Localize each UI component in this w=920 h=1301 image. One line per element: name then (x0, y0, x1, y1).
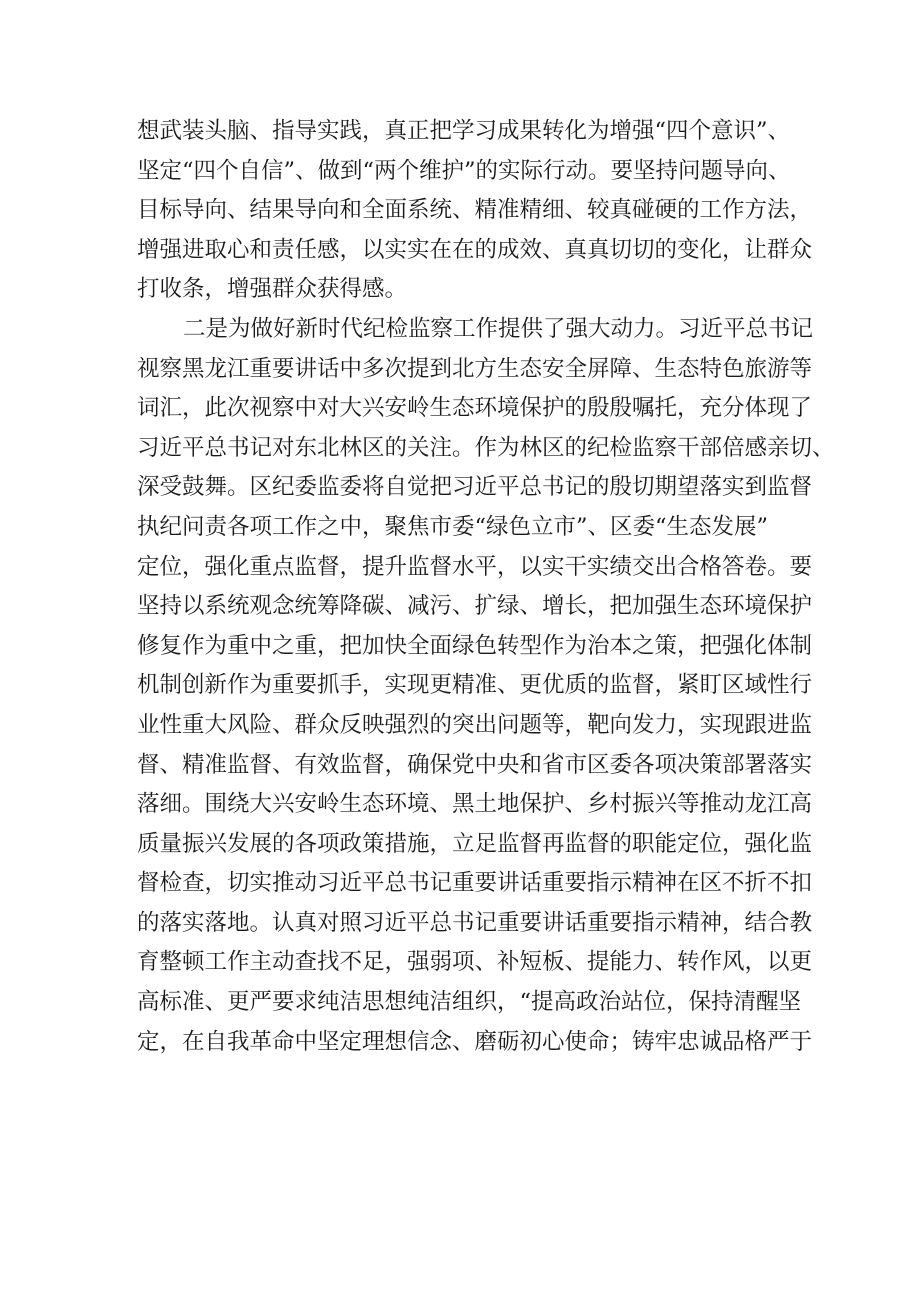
text-line: 视察黑龙江重要讲话中多次提到北方生态安全屏障、生态特色旅游等 (137, 355, 813, 382)
body-text (137, 112, 835, 1062)
text-line: 深受鼓舞。区纪委监委将自觉把习近平总书记的殷切期望落实到监督 (137, 474, 813, 501)
text-line: 目标导向、结果导向和全面系统、精准精细、较真碰硬的工作方法， (137, 197, 813, 224)
text-line: 打收条，增强群众获得感。 (137, 276, 408, 303)
text-line: 督检查，切实推动习近平总书记重要讲话重要指示精神在区不折不扣 (137, 870, 813, 897)
text-line: 想武装头脑、指导实践，真正把学习成果转化为增强“四个意识”、 (137, 118, 791, 144)
text-line: 高标准、更严要求纯洁思想纯洁组织，“提高政治站位，保持清醒坚 (137, 989, 802, 1016)
text-line: 增强进取心和责任感，以实实在在的成效、真真切切的变化，让群众 (137, 236, 813, 263)
text-line: 的落实落地。认真对照习近平总书记重要讲话重要指示精神，结合教 (137, 909, 813, 936)
text-line: 修复作为重中之重，把加快全面绿色转型作为治本之策，把强化体制 (137, 632, 813, 659)
text-line: 二是为做好新时代纪检监察工作提供了强大动力。习近平总书记 (183, 315, 814, 342)
text-line: 坚持以系统观念统筹降碳、减污、扩绿、增长，把加强生态环境保护 (137, 593, 813, 620)
text-line: 定位，强化重点监督，提升监督水平，以实干实绩交出合格答卷。要 (137, 553, 813, 580)
text-line: 定，在自我革命中坚定理想信念、磨砺初心使命；铸牢忠诚品格严于 (137, 1028, 813, 1055)
text-line: 督、精准监督、有效监督，确保党中央和省市区委各项决策部署落实 (137, 751, 813, 778)
text-line: 育整顿工作主动查找不足，强弱项、补短板、提能力、转作风，以更 (137, 949, 813, 976)
text-line: 质量振兴发展的各项政策措施，立足监督再监督的职能定位，强化监 (137, 830, 813, 857)
text-line: 业性重大风险、群众反映强烈的突出问题等，靶向发力，实现跟进监 (137, 711, 813, 738)
text-line: 执纪问责各项工作之中，聚焦市委“绿色立市”、区委“生态发展” (137, 513, 769, 540)
text-line: 习近平总书记对东北林区的关注。作为林区的纪检监察干部倍感亲切、 (137, 434, 835, 461)
paragraph-1 (137, 112, 813, 310)
text-line: 词汇，此次视察中对大兴安岭生态环境保护的殷殷嘱托，充分体现了 (137, 395, 813, 422)
text-line: 落细。围绕大兴安岭生态环境、黑土地保护、乡村振兴等推动龙江高 (137, 791, 813, 818)
text-line: 坚定“四个自信”、做到“两个维护”的实际行动。要坚持问题导向、 (137, 157, 791, 184)
paragraph-2 (137, 310, 835, 1062)
text-line: 机制创新作为重要抓手，实现更精准、更优质的监督，紧盯区域性行 (137, 672, 813, 699)
